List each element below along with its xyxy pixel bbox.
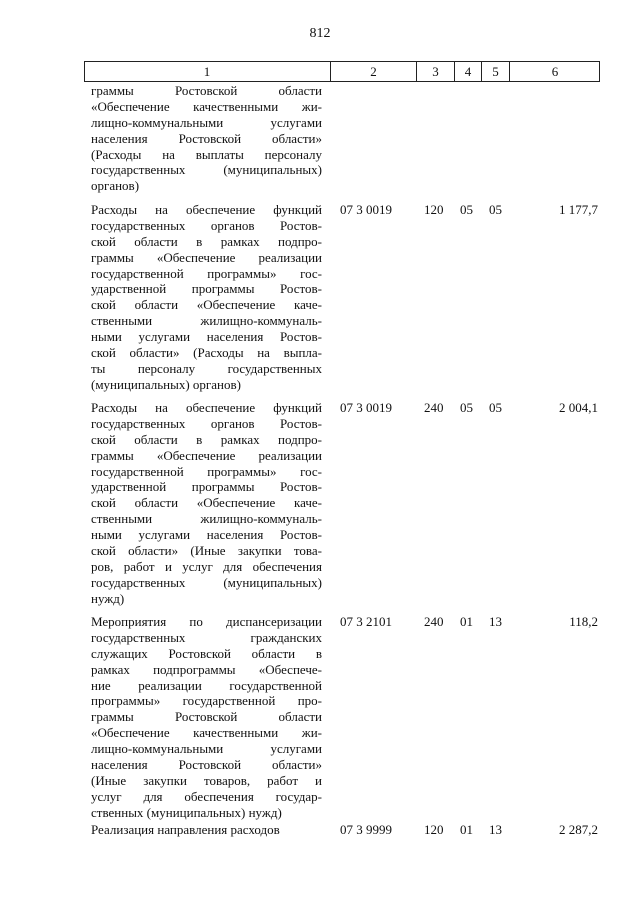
row-description [91, 83, 322, 194]
row-subsection: 05 [489, 400, 502, 415]
row-description-line: (Иные закупки товаров, работ и [91, 772, 322, 788]
row-description-line: граммы Ростовской области [91, 83, 322, 98]
row-description-line: ственными жилищно-коммуналь- [91, 511, 322, 527]
row-description-line: ными услугами населения Ростов- [91, 329, 322, 345]
row-subsection: 13 [489, 614, 502, 629]
row-code: 07 3 9999 [340, 822, 392, 837]
row-description-line: граммы «Обеспечение реализации [91, 447, 322, 463]
row-section: 01 [460, 822, 473, 837]
row-section: 05 [460, 202, 473, 217]
row-description-line: населения Ростовской области» [91, 130, 322, 146]
header-col-4: 4 [455, 61, 482, 82]
row-description-line: ской области «Обеспечение каче- [91, 297, 322, 313]
row-code: 07 3 0019 [340, 400, 392, 415]
row-description [91, 822, 322, 838]
row-description-line: лищно-коммунальными услугами [91, 741, 322, 757]
row-description-line: услуг для обеспечения государ- [91, 788, 322, 804]
row-description-line: органов) [91, 178, 140, 194]
header-col-5: 5 [482, 61, 510, 82]
row-description-line: служащих Ростовской области в [91, 645, 322, 661]
row-expense-type: 240 [424, 400, 444, 415]
row-description-line: ственных (муниципальных) нужд) [91, 804, 282, 820]
row-description-line: Реализация направления расходов [91, 822, 280, 837]
row-description-line: (Расходы на выплаты персоналу [91, 146, 322, 162]
header-col-2: 2 [331, 61, 417, 82]
row-description-line: ров, работ и услуг для обеспечения [91, 558, 322, 574]
page-number: 812 [309, 26, 331, 41]
row-description-line: рамках подпрограммы «Обеспече- [91, 661, 322, 677]
row-description-line: населения Ростовской области» [91, 757, 322, 773]
row-expense-type: 120 [424, 822, 444, 837]
row-description [91, 400, 322, 607]
row-description-line: «Обеспечение качественными жи- [91, 98, 322, 114]
header-col-6: 6 [551, 64, 559, 79]
row-description-line: ской области в рамках подпро- [91, 431, 322, 447]
row-description-line: государственной программы» гос- [91, 265, 322, 281]
row-amount: 118,2 [569, 614, 598, 629]
row-description-line: ской области» (Иные закупки това- [91, 543, 322, 559]
row-description-line: (муниципальных) органов) [91, 376, 241, 392]
row-description-line: ты персоналу государственных [91, 360, 322, 376]
row-description-line: программы» государственной про- [91, 693, 322, 709]
row-description-line: ственными жилищно-коммуналь- [91, 313, 322, 329]
row-description [91, 202, 322, 393]
row-description-line: Мероприятия по диспансеризации [91, 614, 322, 629]
row-subsection: 13 [489, 822, 502, 837]
row-code: 07 3 0019 [340, 202, 392, 217]
row-description-line: лищно-коммунальными услугами [91, 114, 322, 130]
row-description-line: ние реализации государственной [91, 677, 322, 693]
row-description-line: «Обеспечение качественными жи- [91, 725, 322, 741]
row-description-line: граммы «Обеспечение реализации [91, 249, 322, 265]
row-description-line: Расходы на обеспечение функций [91, 400, 322, 415]
row-description-line: ской области «Обеспечение каче- [91, 495, 322, 511]
row-description-line: государственных гражданских [91, 629, 322, 645]
row-description-line: государственных органов Ростов- [91, 217, 322, 233]
row-description-line: ской области» (Расходы на выпла- [91, 345, 322, 361]
row-expense-type: 120 [424, 202, 444, 217]
row-description-line: граммы Ростовской области [91, 709, 322, 725]
row-section: 05 [460, 400, 473, 415]
row-amount: 1 177,7 [559, 202, 598, 217]
row-description-line: государственных органов Ростов- [91, 415, 322, 431]
row-description [91, 614, 322, 821]
row-amount: 2 004,1 [559, 400, 598, 415]
row-description-line: ской области в рамках подпро- [91, 233, 322, 249]
row-subsection: 05 [489, 202, 502, 217]
header-col-3: 3 [417, 61, 455, 82]
row-description-line: ными услугами населения Ростов- [91, 527, 322, 543]
row-description-line: государственных (муниципальных) [91, 574, 322, 590]
header-col-1: 1 [84, 61, 331, 82]
row-description-line: ударственной программы Ростов- [91, 281, 322, 297]
row-description-line: Расходы на обеспечение функций [91, 202, 322, 217]
row-description-line: нужд) [91, 590, 125, 606]
row-amount: 2 287,2 [559, 822, 598, 837]
row-description-line: ударственной программы Ростов- [91, 479, 322, 495]
row-expense-type: 240 [424, 614, 444, 629]
row-code: 07 3 2101 [340, 614, 392, 629]
row-section: 01 [460, 614, 473, 629]
row-description-line: государственных (муниципальных) [91, 162, 322, 178]
row-description-line: государственной программы» гос- [91, 463, 322, 479]
